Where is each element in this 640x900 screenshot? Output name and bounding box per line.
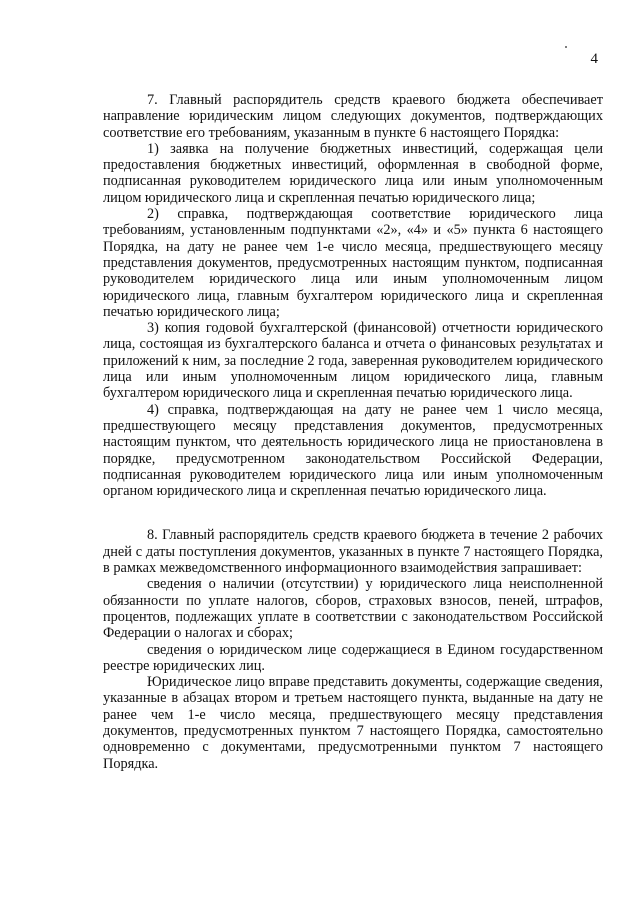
- section-8-closing: Юридическое лицо вправе представить документы, содержащие сведения, указанные в абзацах втором и третьем настоящего пункта, выданные на дату не ранее чем 1-е число месяца, предшествующего месяцу представления документов, предусмотренных пунктом 7 настоящего Порядка, самостоятельно одновременно с документами, предусмотренными пунктом 7 настоящего Порядка.: [103, 674, 603, 772]
- section-8: [103, 527, 603, 771]
- section-spacer: [103, 499, 603, 527]
- section-7-item-2: 2) справка, подтверждающая соответствие юридического лица требованиям, установленным подпунктами «2», «4» и «5» пункта 6 настоящего Порядка, на дату не ранее чем 1-е число месяца, предшествующего месяцу представления документов, предусмотренных настоящим пунктом, подписанная руководителем юридического лица или иным уполномоченным лицом юридического лица, главным бухгалтером юридического лица и скрепленная печатью юридического лица;: [103, 206, 603, 320]
- section-7-item-3: 3) копия годовой бухгалтерской (финансовой) отчетности юридического лица, состоящая из бухгалтерского баланса и отчета о финансовых результатах и приложений к ним, за последние 2 года, заверенная руководителем юридического лица или иным уполномоченным лицом юридического лица, главным бухгалтером юридического лица и скрепленная печатью юридического лица.: [103, 320, 603, 402]
- page-number: 4: [590, 51, 598, 67]
- document-body: [103, 92, 603, 772]
- scan-speck: [565, 46, 567, 48]
- section-8-intro: 8. Главный распорядитель средств краевого бюджета в течение 2 рабочих дней с даты поступления документов, указанных в пункте 7 настоящего Порядка, в рамках межведомственного информационного взаимодействия запрашивает:: [103, 527, 603, 577]
- section-7-item-4: 4) справка, подтверждающая на дату не ранее чем 1 число месяца, предшествующего месяцу представления документов, предусмотренных настоящим пунктом, что деятельность юридического лица не приостановлена в порядке, предусмотренном законодательством Российской Федерации, подписанная руководителем юридического лица или иным уполномоченным органом юридического лица и скрепленная печатью юридического лица.: [103, 401, 603, 500]
- section-7-item-1: 1) заявка на получение бюджетных инвестиций, содержащая цели предоставления бюджетных инвестиций, оформленная в свободной форме, подписанная руководителем юридического лица или иным уполномоченным лицом юридического лица и скрепленная печатью юридического лица;: [103, 140, 603, 206]
- section-8-request-1: сведения о наличии (отсутствии) у юридического лица неисполненной обязанности по уплате налогов, сборов, страховых взносов, пеней, штрафов, процентов, подлежащих уплате в соответствии с законодательством Российской Федерации о налогах и сборах;: [103, 576, 603, 642]
- section-7-intro: 7. Главный распорядитель средств краевого бюджета обеспечивает направление юридическим лицом следующих документов, подтверждающих соответствие его требованиям, указанным в пункте 6 настоящего Порядка:: [103, 92, 603, 141]
- section-8-request-2: сведения о юридическом лице содержащиеся в Едином государственном реестре юридических лиц.: [103, 641, 603, 674]
- section-7: [103, 92, 603, 499]
